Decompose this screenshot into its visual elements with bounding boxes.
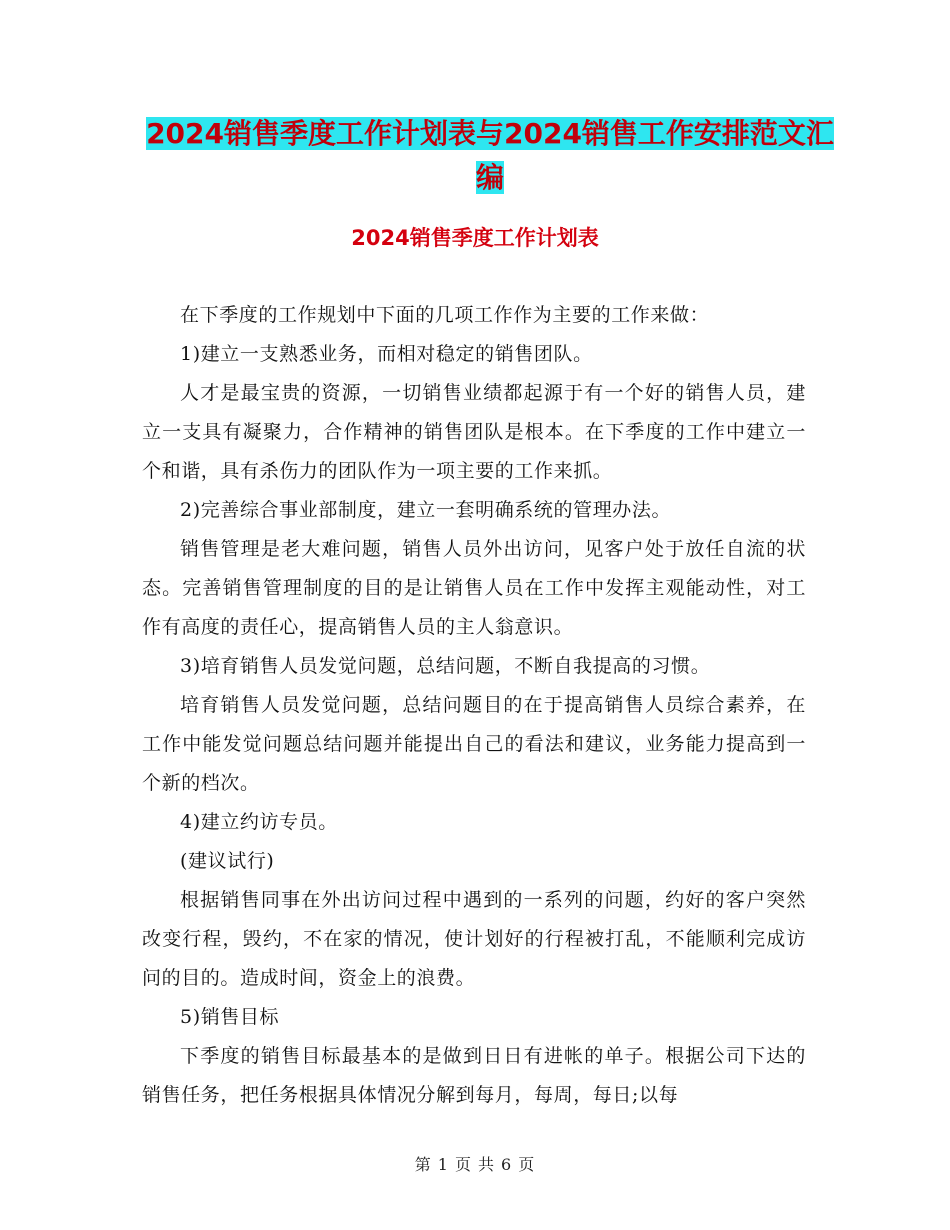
- paragraph: 3)培育销售人员发觉问题，总结问题，不断自我提高的习惯。: [180, 655, 711, 677]
- paragraph: 1)建立一支熟悉业务，而相对稳定的销售团队。: [180, 343, 593, 365]
- paragraph: (建议试行): [180, 850, 275, 872]
- footer-suffix: 页: [518, 1155, 536, 1174]
- footer-page-number: 1: [437, 1155, 449, 1174]
- footer-middle: 页 共: [454, 1155, 496, 1174]
- paragraph: 5)销售目标: [180, 1006, 280, 1028]
- paragraph: 根据销售同事在外出访问过程中遇到的一系列的问题，约好的客户突然改变行程，毁约，不在家的情况，使计划好的行程被打乱，不能顺利完成访问的目的。造成时间，资金上的浪费。: [142, 889, 806, 989]
- paragraph: 下季度的销售目标最基本的是做到日日有进帐的单子。根据公司下达的销售任务，把任务根据具体情况分解到每月，每周，每日;以每: [142, 1045, 806, 1106]
- section-title: 2024销售季度工作计划表: [351, 226, 599, 250]
- document-body: [142, 296, 806, 1115]
- page-footer: [0, 1153, 950, 1177]
- paragraph: 人才是最宝贵的资源，一切销售业绩都起源于有一个好的销售人员，建立一支具有凝聚力，合作精神的销售团队是根本。在下季度的工作中建立一个和谐，具有杀伤力的团队作为一项主要的工作来抓。: [142, 382, 806, 482]
- paragraph: 销售管理是老大难问题，销售人员外出访问，见客户处于放任自流的状态。完善销售管理制度的目的是让销售人员在工作中发挥主观能动性，对工作有高度的责任心，提高销售人员的主人翁意识。: [142, 538, 806, 638]
- paragraph: 在下季度的工作规划中下面的几项工作作为主要的工作来做：: [180, 304, 710, 326]
- footer-total-pages: 6: [501, 1155, 513, 1174]
- document-title: [140, 112, 840, 200]
- paragraph: 培育销售人员发觉问题，总结问题目的在于提高销售人员综合素养，在工作中能发觉问题总结问题并能提出自己的看法和建议，业务能力提高到一个新的档次。: [142, 694, 806, 794]
- document-title-text: 2024销售季度工作计划表与2024销售工作安排范文汇编: [146, 117, 834, 194]
- footer-prefix: 第: [414, 1155, 432, 1174]
- paragraph: 2)完善综合事业部制度，建立一套明确系统的管理办法。: [180, 499, 672, 521]
- paragraph: 4)建立约访专员。: [180, 811, 338, 833]
